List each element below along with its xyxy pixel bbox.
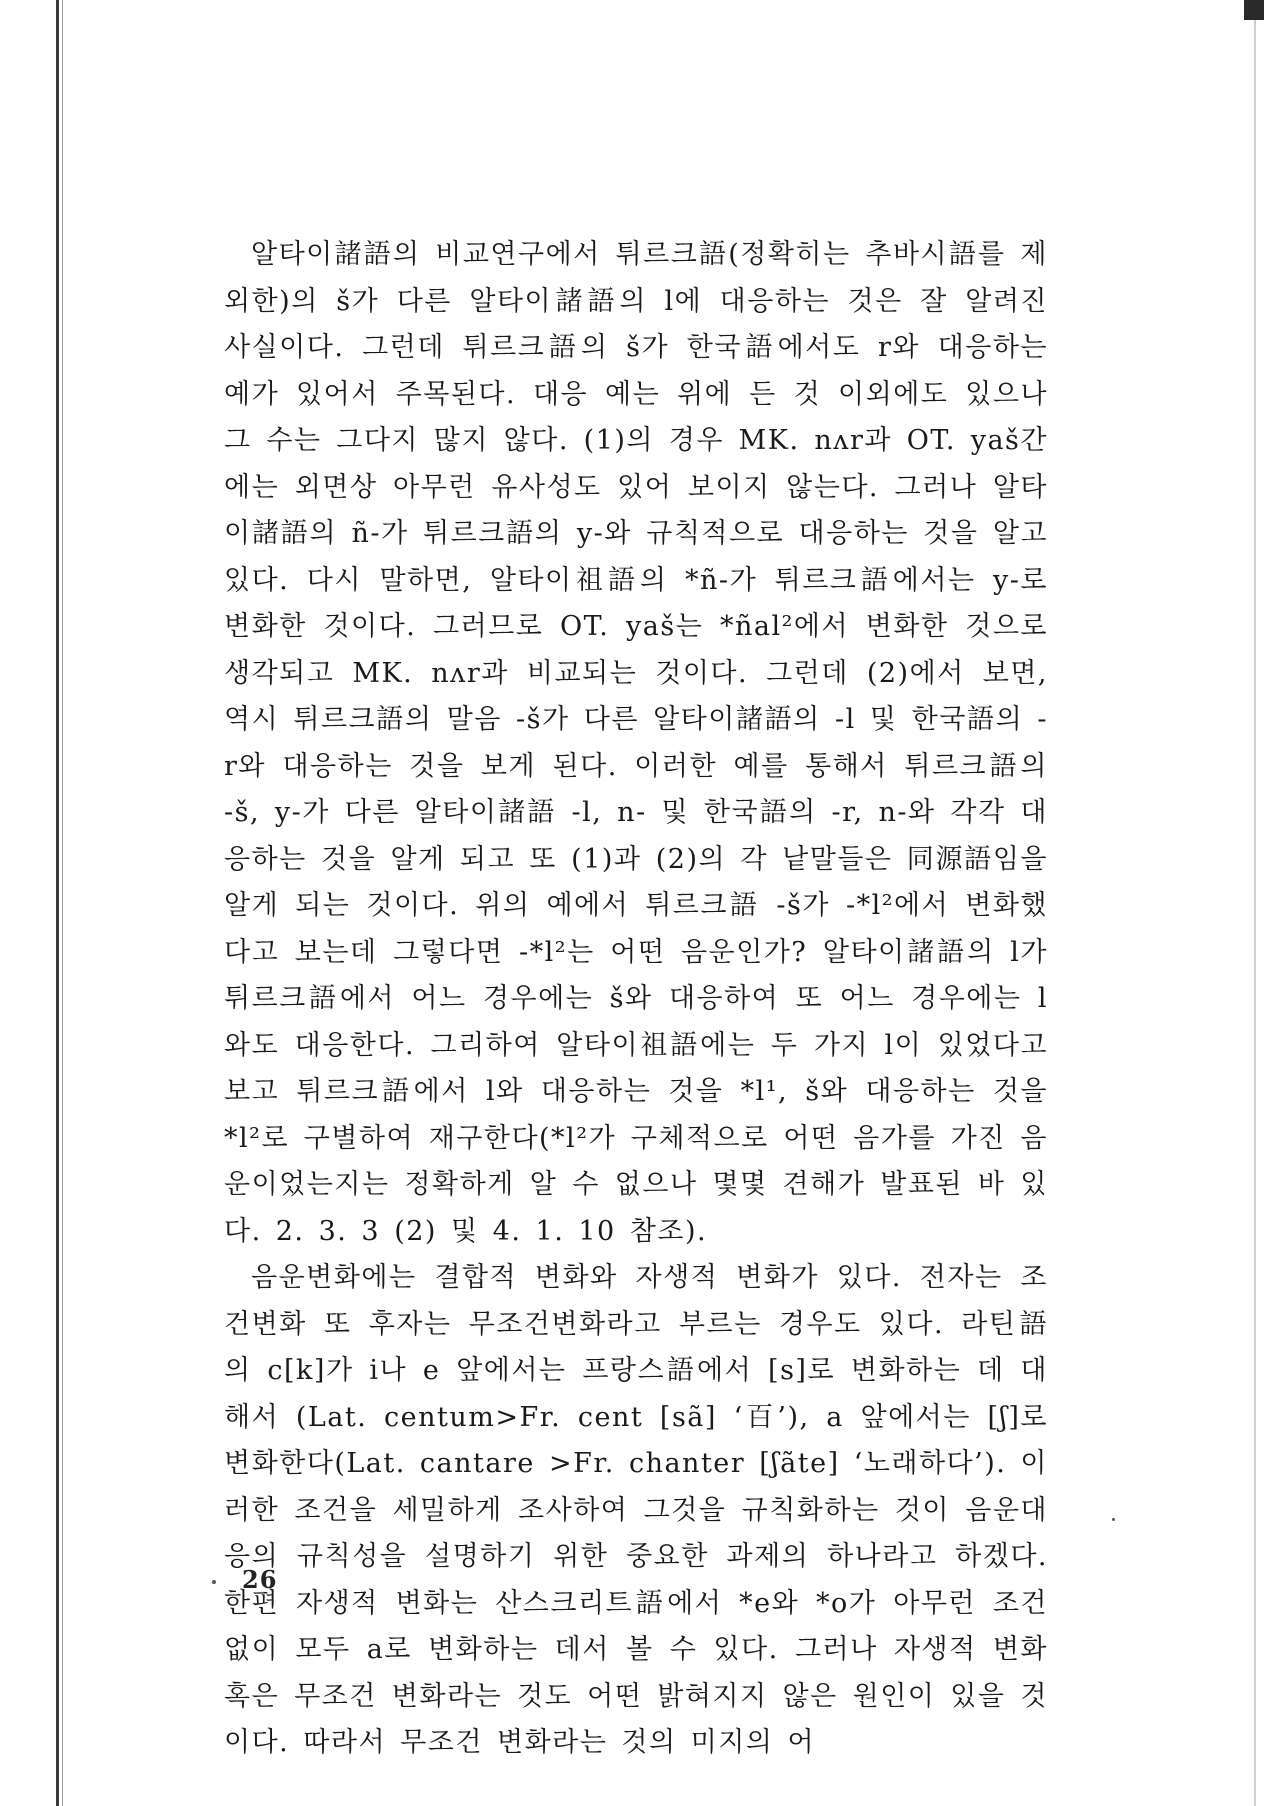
paragraph-2: 음운변화에는 결합적 변화와 자생적 변화가 있다. 전자는 조건변화 또 후자는 무조건변화라고 부르는 경우도 있다. 라틴語의 c[k]가 i나 e 앞에서는 프랑스語에서 [s]로 변화하는 데 대해서 (Lat. centum>Fr. cent [sã] ‘百’), a 앞에서는 [ʃ]로 변화한다(Lat. cantare >Fr. chanter [ʃãte] ‘노래하다’). 이러한 조건을 세밀하게 조사하여 그것을 규칙화하는 것이 음운대응의 규칙성을 설명하기 위한 중요한 과제의 하나라고 하겠다. 한편 자생적 변화는 산스크리트語에서 *e와 *o가 아무런 조건 없이 모두 a로 변화하는 데서 볼 수 있다. 그러나 자생적 변화 혹은 무조건 변화라는 것도 어떤 밝혀지지 않은 원인이 있을 것이다. 따라서 무조건 변화라는 것의 미지의 어 (224, 1262, 1048, 1758)
page-body (224, 232, 1048, 1767)
scan-speck (212, 1580, 216, 1584)
scan-speck (1112, 1518, 1115, 1521)
scan-right-edge (1254, 0, 1256, 1806)
page-number: 26 (242, 1565, 278, 1594)
scan-left-edge (56, 0, 59, 1806)
paragraph-1: 알타이諸語의 비교연구에서 튀르크語(정확히는 추바시語를 제외한)의 š가 다른 알타이諸語의 l에 대응하는 것은 잘 알려진 사실이다. 그런데 튀르크語의 š가 한국語에서도 r와 대응하는 예가 있어서 주목된다. 대응 예는 위에 든 것 이외에도 있으나 그 수는 그다지 많지 않다. (1)의 경우 MK. nʌr과 OT. yaš간에는 외면상 아무런 유사성도 있어 보이지 않는다. 그러나 알타이諸語의 ñ-가 튀르크語의 y-와 규칙적으로 대응하는 것을 알고 있다. 다시 말하면, 알타이祖語의 *ñ-가 튀르크語에서는 y-로 변화한 것이다. 그러므로 OT. yaš는 *ñal²에서 변화한 것으로 생각되고 MK. nʌr과 비교되는 것이다. 그런데 (2)에서 보면, 역시 튀르크語의 말음 -š가 다른 알타이諸語의 -l 및 한국語의 -r와 대응하는 것을 보게 된다. 이러한 예를 통해서 튀르크語의 -š, y-가 다른 알타이諸語 -l, n- 및 한국語의 -r, n-와 각각 대응하는 것을 알게 되고 또 (1)과 (2)의 각 낱말들은 同源語임을 알게 되는 것이다. 위의 예에서 튀르크語 -š가 -*l²에서 변화했다고 보는데 그렇다면 -*l²는 어떤 음운인가? 알타이諸語의 l가 튀르크語에서 어느 경우에는 š와 대응하여 또 어느 경우에는 l와도 대응한다. 그리하여 알타이祖語에는 두 가지 l이 있었다고 보고 튀르크語에서 l와 대응하는 것을 *l¹, š와 대응하는 것을 *l²로 구별하여 재구한다(*l²가 구체적으로 어떤 음가를 가진 음운이었는지는 정확하게 알 수 없으나 몇몇 견해가 발표된 바 있다. 2. 3. 3 (2) 및 4. 1. 10 참조). (224, 239, 1048, 1247)
scan-left-edge-shadow (62, 0, 63, 1806)
scan-corner (1244, 0, 1264, 20)
